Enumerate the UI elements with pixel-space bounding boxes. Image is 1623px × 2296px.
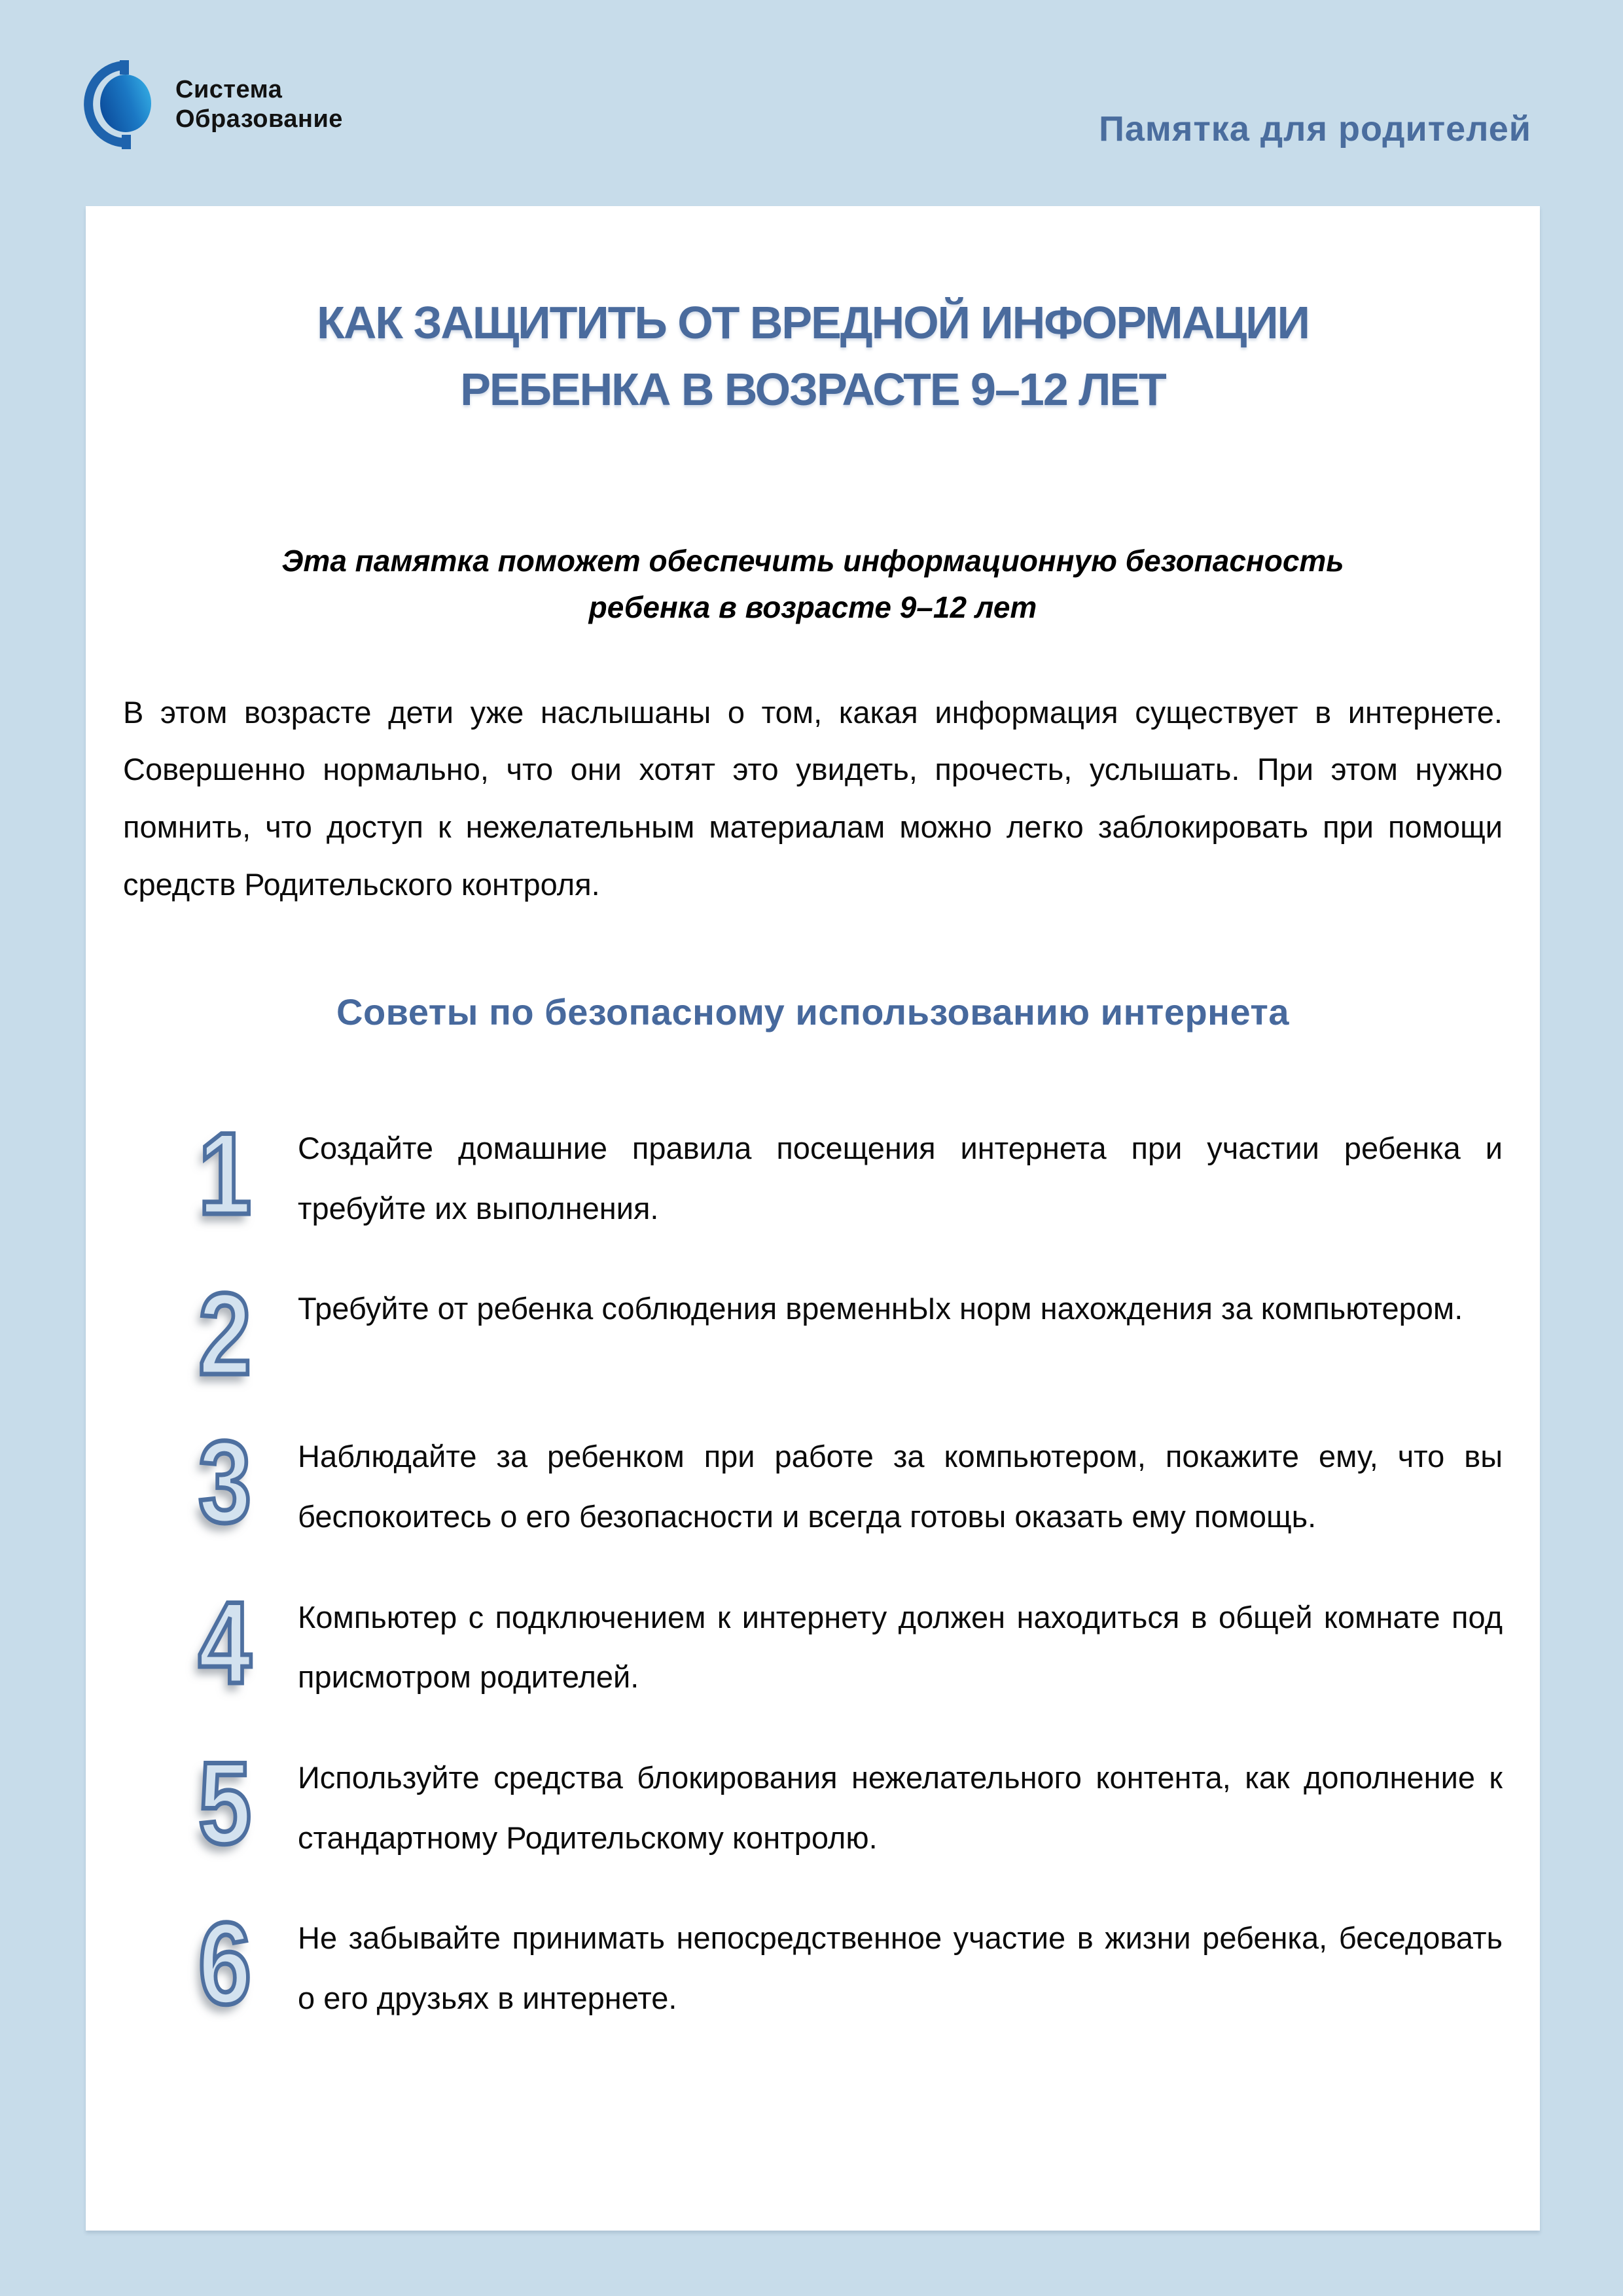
intro-paragraph: В этом возрасте дети уже наслышаны о том, какая информация существует в интернете. Совершенно нормально, что они хотят это увидеть, прочесть, услышать. При этом нужно помнить, что доступ к нежелательным материалам можно легко заблокировать при помощи средств Родительского контроля.	[123, 694, 1503, 902]
tip-number: 6	[198, 1898, 252, 2029]
tip-text: Компьютер с подключением к интернету должен находиться в общей комнате под присмотром родителей.	[298, 1599, 1503, 1695]
tip-number: 4	[198, 1577, 252, 1708]
logo-text-line2: Образование	[175, 105, 343, 133]
tip-item-4	[198, 1577, 1503, 1708]
tip-item-3	[198, 1417, 1503, 1547]
section-heading: Советы по безопасному использованию интернета	[336, 991, 1289, 1033]
tip-text: Создайте домашние правила посещения интернета при участии ребенка и требуйте их выполнения.	[298, 1131, 1503, 1226]
tip-number: 3	[198, 1417, 252, 1547]
tip-number: 2	[198, 1269, 252, 1400]
logo-text	[175, 75, 343, 134]
globe-icon	[82, 51, 161, 158]
tips-list	[123, 1108, 1503, 2029]
document-title	[123, 290, 1503, 423]
document-card	[86, 206, 1540, 2231]
title-reflection	[123, 415, 1503, 475]
tip-number: 5	[198, 1737, 252, 1868]
tip-text: Требуйте от ребенка соблюдения временнЫх норм нахождения за компьютером.	[298, 1291, 1463, 1326]
logo-text-line1: Система	[175, 76, 283, 104]
tip-item-1	[198, 1108, 1503, 1239]
title-line-2: РЕБЕНКА В ВОЗРАСТЕ 9–12 ЛЕТ	[460, 363, 1166, 415]
tip-number: 1	[198, 1108, 252, 1239]
header-tagline: Памятка для родителей	[1099, 109, 1531, 149]
subtitle-line-2: ребенка в возрасте 9–12 лет	[588, 590, 1037, 625]
logo	[82, 51, 343, 158]
title-line-1: КАК ЗАЩИТИТЬ ОТ ВРЕДНОЙ ИНФОРМАЦИИ	[317, 297, 1309, 348]
tip-item-6	[198, 1898, 1503, 2029]
tip-text: Используйте средства блокирования нежелательного контента, как дополнение к стандартному Родительскому контролю.	[298, 1759, 1503, 1855]
tip-item-2	[198, 1269, 1503, 1400]
tip-text: Наблюдайте за ребенком при работе за компьютером, покажите ему, что вы беспокоитесь о его безопасности и всегда готовы оказать ему помощь.	[298, 1439, 1503, 1534]
tip-item-5	[198, 1737, 1503, 1868]
subtitle-line-1: Эта памятка поможет обеспечить информационную безопасность	[281, 544, 1344, 578]
document-subtitle	[123, 538, 1503, 631]
tip-text: Не забывайте принимать непосредственное участие в жизни ребенка, беседовать о его друзьях в интернете.	[298, 1920, 1503, 2015]
